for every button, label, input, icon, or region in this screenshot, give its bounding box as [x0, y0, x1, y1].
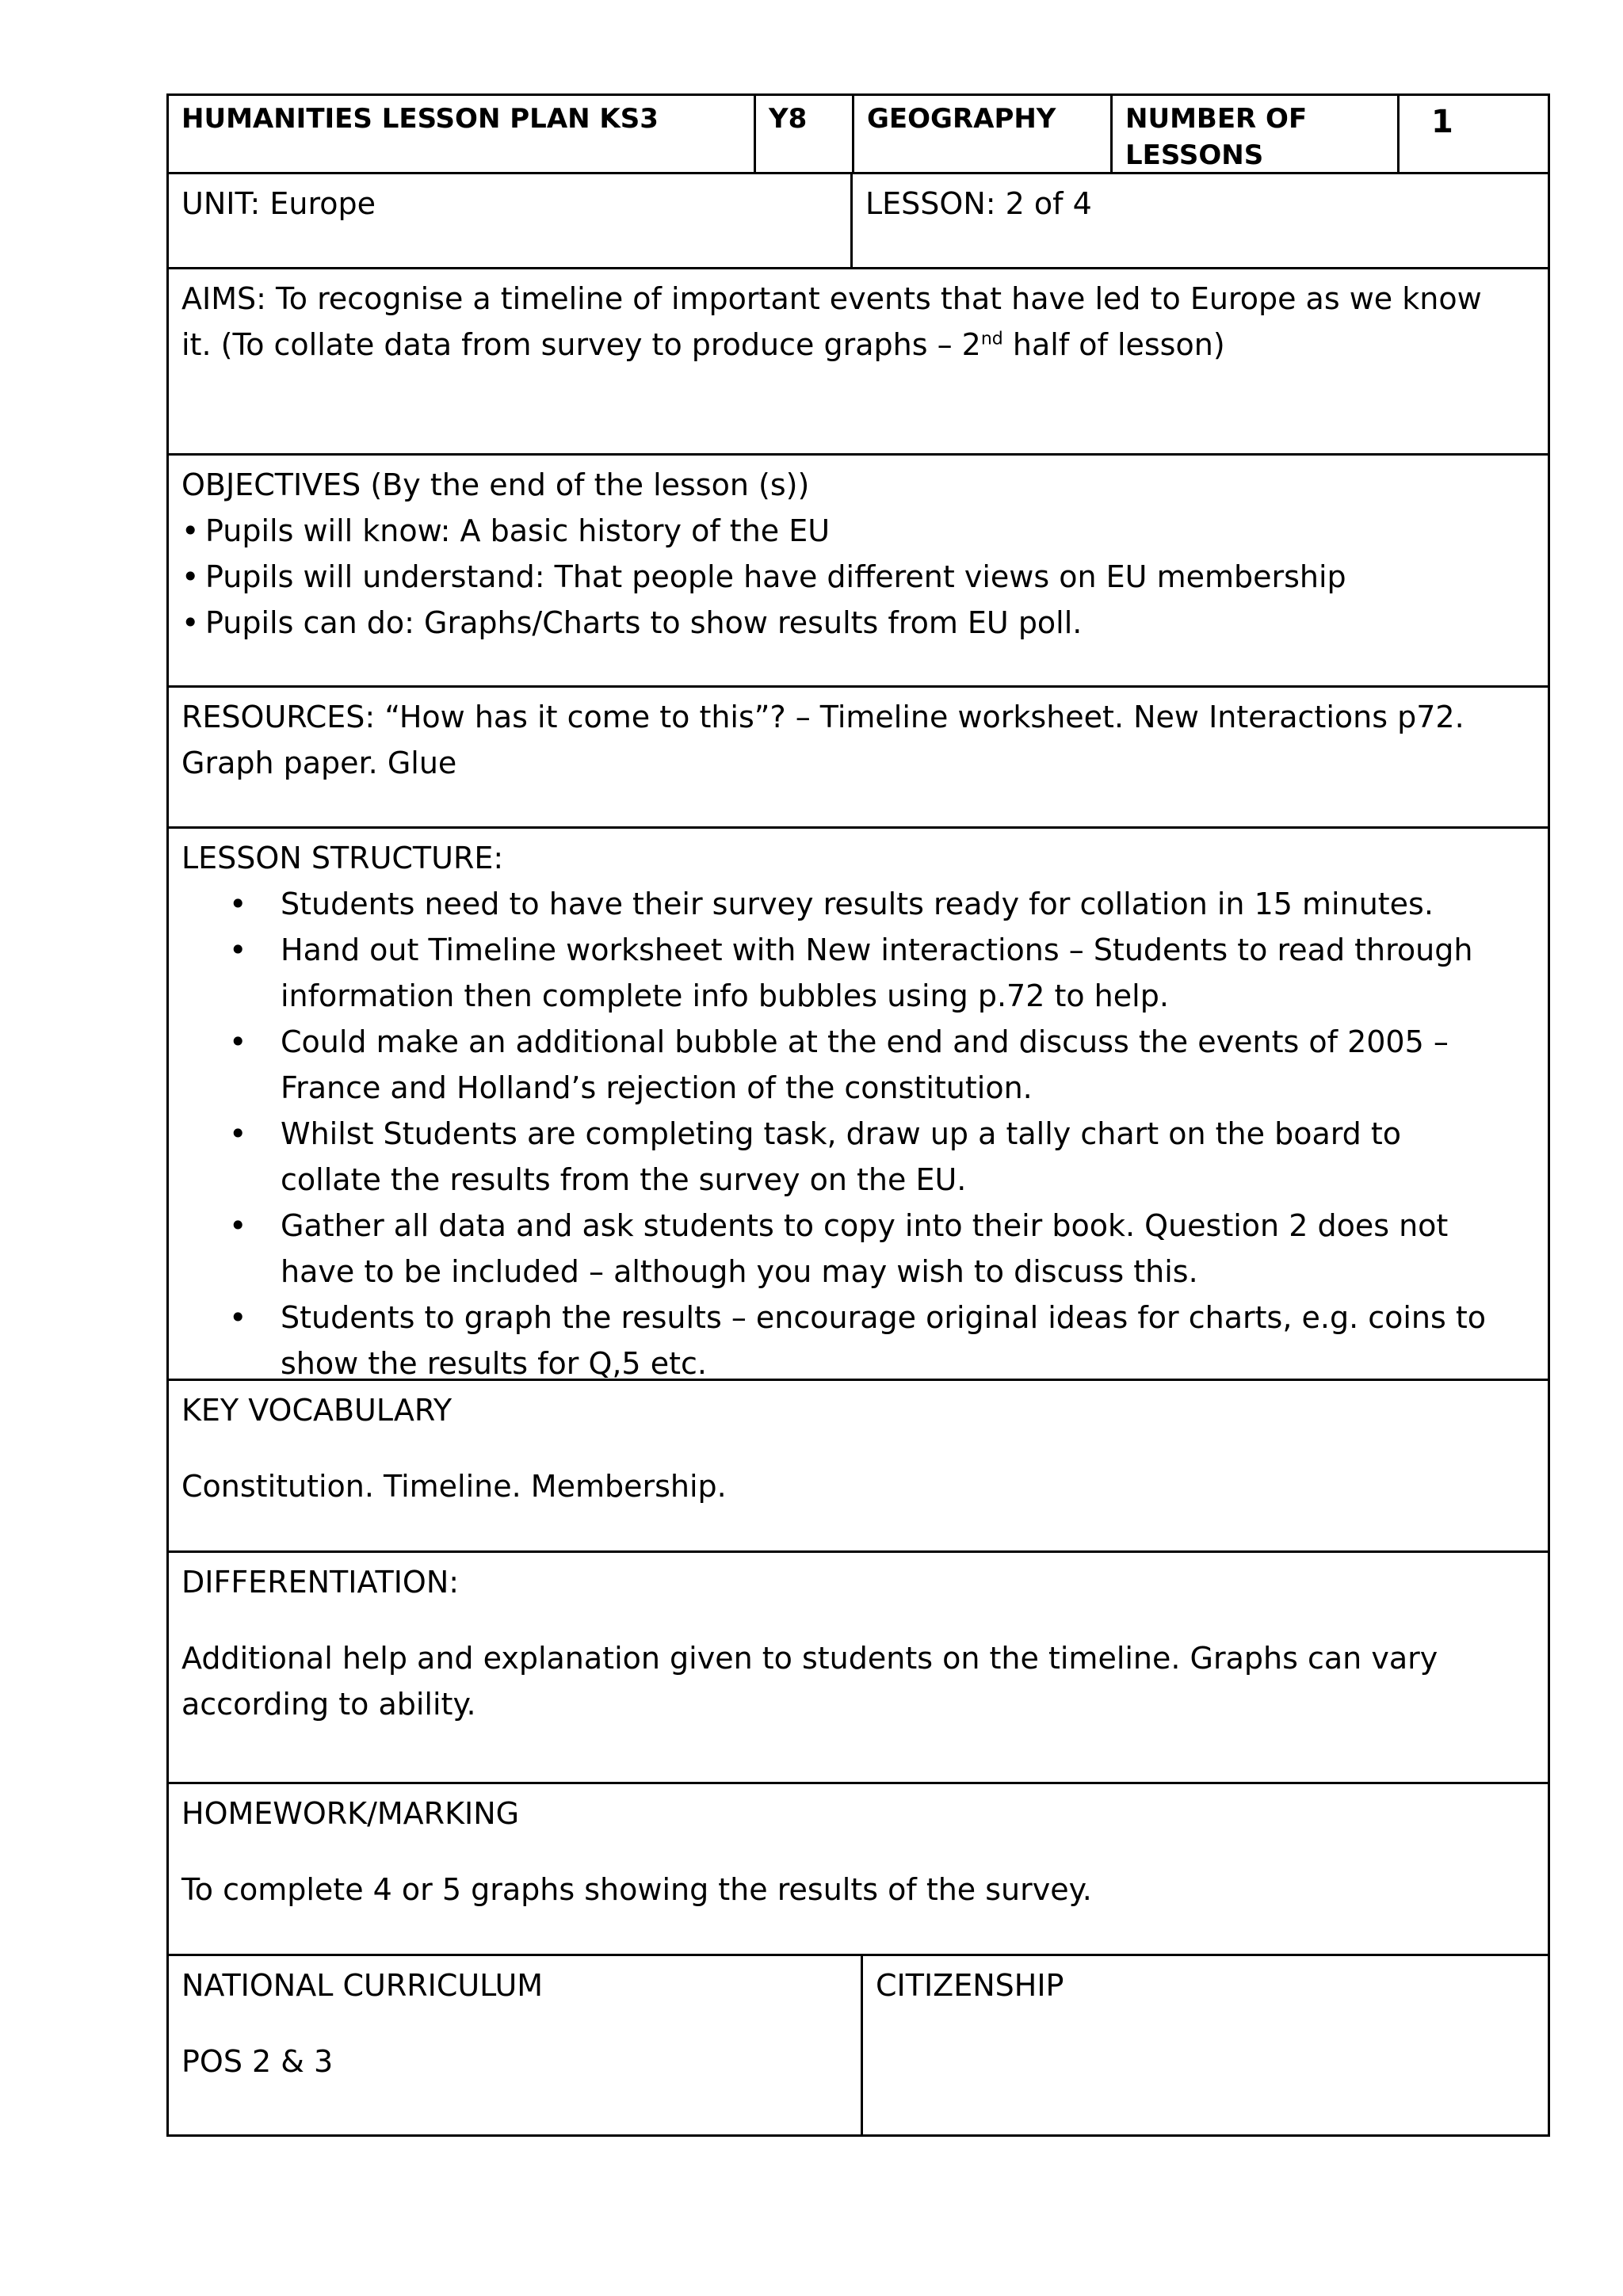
differentiation-row: [169, 1553, 1548, 1784]
aims-line-2-end: half of lesson): [1002, 327, 1225, 362]
lessons-count: 1: [1397, 96, 1548, 172]
curriculum-heading: NATIONAL CURRICULUM: [181, 1968, 544, 2003]
aims-section: [169, 269, 1548, 453]
objective-text: Pupils will understand: That people have different views on EU membership: [205, 559, 1346, 594]
structure-text: information then complete info bubbles using p.72 to help.: [281, 978, 1169, 1013]
spacer: [181, 1433, 1535, 1463]
structure-heading: LESSON STRUCTURE:: [181, 841, 504, 875]
curriculum-section: [169, 1956, 861, 2134]
aims-superscript: nd: [980, 329, 1003, 349]
subject: GEOGRAPHY: [852, 96, 1110, 172]
citizenship-heading: CITIZENSHIP: [876, 1968, 1064, 2003]
resources-row: [169, 688, 1548, 829]
aims-line-2-start: it. (To collate data from survey to produce graphs – 2: [181, 327, 981, 362]
structure-item: [181, 881, 1535, 927]
structure-text: Gather all data and ask students to copy into their book. Question 2 does not: [281, 1208, 1449, 1243]
structure-text: Hand out Timeline worksheet with New interactions – Students to read through: [281, 933, 1473, 967]
bullet-icon: •: [181, 559, 200, 594]
structure-text: France and Holland’s rejection of the constitution.: [281, 1070, 1033, 1105]
objectives-section: [169, 456, 1548, 685]
header-row: [169, 96, 1548, 174]
structure-section: [169, 829, 1548, 1379]
citizenship-section: [861, 1956, 1548, 2134]
resources-line-2: Graph paper. Glue: [181, 746, 457, 780]
structure-text: Could make an additional bubble at the end and discuss the events of 2005 –: [281, 1024, 1449, 1059]
aims-line-1: AIMS: To recognise a timeline of important events that have led to Europe as we know: [181, 281, 1482, 316]
structure-list: [181, 881, 1535, 1386]
homework-row: [169, 1784, 1548, 1956]
differentiation-section: [169, 1553, 1548, 1782]
bullet-icon: •: [229, 1116, 247, 1151]
lessons-label-text: NUMBER OF LESSONS: [1125, 103, 1308, 171]
structure-text: have to be included – although you may wish to discuss this.: [281, 1254, 1198, 1289]
lesson-field: LESSON: 2 of 4: [850, 174, 1548, 267]
year-group: Y8: [754, 96, 852, 172]
structure-item: [181, 1111, 1535, 1203]
structure-text: Whilst Students are completing task, draw up a tally chart on the board to: [281, 1116, 1402, 1151]
objective-item: [181, 600, 1535, 646]
aims-line-2: [181, 322, 1535, 368]
unit-field: UNIT: Europe: [181, 186, 376, 221]
spacer: [181, 1605, 1535, 1635]
differentiation-heading: DIFFERENTIATION:: [181, 1565, 460, 1600]
spacer: [181, 1836, 1535, 1867]
vocabulary-heading: KEY VOCABULARY: [181, 1393, 453, 1428]
structure-text: show the results for Q,5 etc.: [281, 1346, 707, 1381]
lessons-label: [1110, 96, 1397, 172]
unit-row: [169, 174, 1548, 269]
structure-item: [181, 1203, 1535, 1295]
bullet-icon: •: [229, 887, 247, 921]
homework-text: To complete 4 or 5 graphs showing the results of the survey.: [181, 1872, 1092, 1907]
bullet-icon: •: [229, 933, 247, 967]
structure-item: [181, 1295, 1535, 1386]
curriculum-text: POS 2 & 3: [181, 2044, 334, 2079]
curriculum-row: [169, 1956, 1548, 2134]
objective-text: Pupils can do: Graphs/Charts to show results from EU poll.: [205, 605, 1083, 640]
objective-item: [181, 508, 1535, 554]
lesson-plan-table: [166, 93, 1550, 2137]
objectives-heading: OBJECTIVES (By the end of the lesson (s)): [181, 467, 810, 502]
aims-row: [169, 269, 1548, 456]
bullet-icon: •: [229, 1300, 247, 1335]
structure-text: Students to graph the results – encourage original ideas for charts, e.g. coins to: [281, 1300, 1487, 1335]
structure-text: Students need to have their survey results ready for collation in 15 minutes.: [281, 887, 1434, 921]
objective-item: [181, 554, 1535, 600]
structure-row: [169, 829, 1548, 1381]
objective-text: Pupils will know: A basic history of the EU: [205, 513, 831, 548]
structure-item: [181, 1019, 1535, 1111]
resources-line-1: RESOURCES: “How has it come to this”? – Timeline worksheet. New Interactions p72.: [181, 700, 1465, 734]
bullet-icon: •: [229, 1024, 247, 1059]
homework-section: [169, 1784, 1548, 1954]
bullet-icon: •: [229, 1208, 247, 1243]
objectives-list: [181, 508, 1535, 646]
homework-heading: HOMEWORK/MARKING: [181, 1796, 520, 1831]
differentiation-line-2: according to ability.: [181, 1687, 476, 1722]
objectives-row: [169, 456, 1548, 688]
bullet-icon: •: [181, 513, 200, 548]
resources-section: [169, 688, 1548, 826]
structure-item: [181, 927, 1535, 1019]
vocabulary-row: [169, 1381, 1548, 1553]
vocabulary-section: [169, 1381, 1548, 1550]
vocabulary-text: Constitution. Timeline. Membership.: [181, 1469, 727, 1504]
differentiation-line-1: Additional help and explanation given to students on the timeline. Graphs can vary: [181, 1641, 1438, 1676]
bullet-icon: •: [181, 605, 200, 640]
structure-text: collate the results from the survey on the EU.: [281, 1162, 967, 1197]
spacer: [181, 2008, 848, 2039]
plan-title: HUMANITIES LESSON PLAN KS3: [181, 103, 659, 135]
